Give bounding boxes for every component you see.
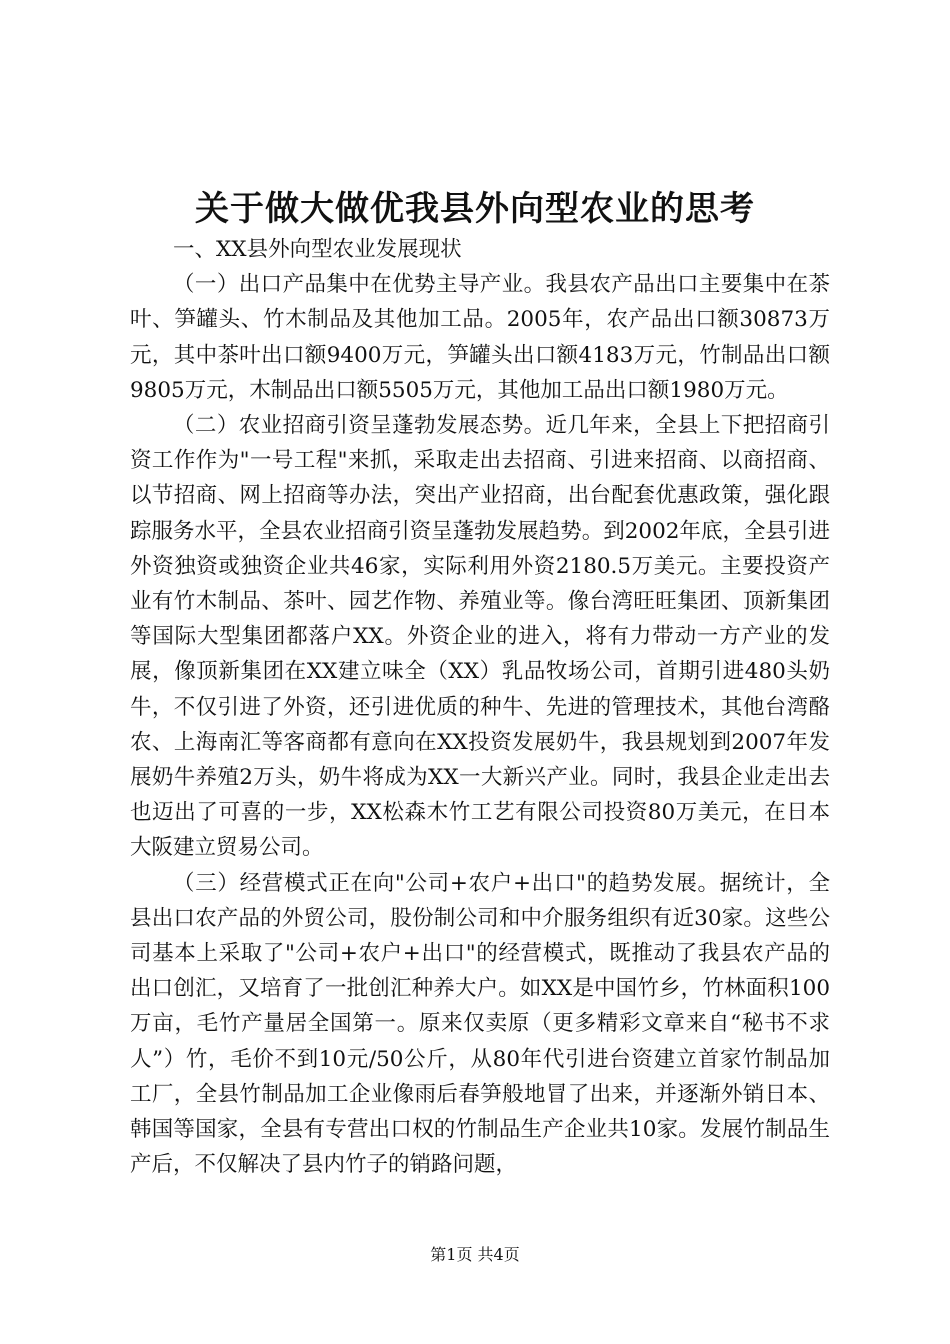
paragraph-1: （一）出口产品集中在优势主导产业。我县农产品出口主要集中在茶叶、笋罐头、竹木制品及其他加工品。2005年，农产品出口额30873万元，其中茶叶出口额9400万元，笋罐头出口额4183万元，竹制品出口额9805万元，木制品出口额5505万元，其他加工品出口额1980万元。 [130, 272, 830, 403]
paragraph-2: （二）农业招商引资呈蓬勃发展态势。近几年来，全县上下把招商引资工作作为"一号工程"来抓，采取走出去招商、引进来招商、以商招商、以节招商、网上招商等办法，突出产业招商，出台配套优惠政策，强化跟踪服务水平，全县农业招商引资呈蓬勃发展趋势。到2002年底，全县引进外资独资或独资企业共46家，实际利用外资2180.5万美元。主要投资产业有竹木制品、茶叶、园艺作物、养殖业等。像台湾旺旺集团、顶新集团等国际大型集团都落户XX。外资企业的进入，将有力带动一方产业的发展，像顶新集团在XX建立味全（XX）乳品牧场公司，首期引进480头奶牛，不仅引进了外资，还引进优质的种牛、先进的管理技术，其他台湾酪农、上海南汇等客商都有意向在XX投资发展奶牛，我县规划到2007年发展奶牛养殖2万头，奶牛将成为XX一大新兴产业。同时，我县企业走出去也迈出了可喜的一步，XX松森木竹工艺有限公司投资80万美元，在日本大阪建立贸易公司。 [130, 413, 830, 861]
paragraph-3: （三）经营模式正在向"公司+农户+出口"的趋势发展。据统计，全县出口农产品的外贸公司，股份制公司和中介服务组织有近30家。这些公司基本上采取了"公司+农户+出口"的经营模式，既推动了我县农产品的出口创汇，又培育了一批创汇种养大户。如XX是中国竹乡，竹林面积100万亩，毛竹产量居全国第一。原来仅卖原（更多精彩文章来自“秘书不求人”）竹，毛价不到10元/50公斤，从80年代引进台资建立首家竹制品加工厂，全县竹制品加工企业像雨后春笋般地冒了出来，并逐渐外销日本、韩国等国家，全县有专营出口权的竹制品生产企业共10家。发展竹制品生产后，不仅解决了县内竹子的销路问题， [130, 870, 830, 1178]
section-heading: 一、XX县外向型农业发展现状 [173, 237, 462, 262]
document-title: 关于做大做优我县外向型农业的思考 [195, 189, 755, 229]
page-footer: 第1页 共4页 [430, 1245, 520, 1264]
document-body [130, 232, 830, 1182]
